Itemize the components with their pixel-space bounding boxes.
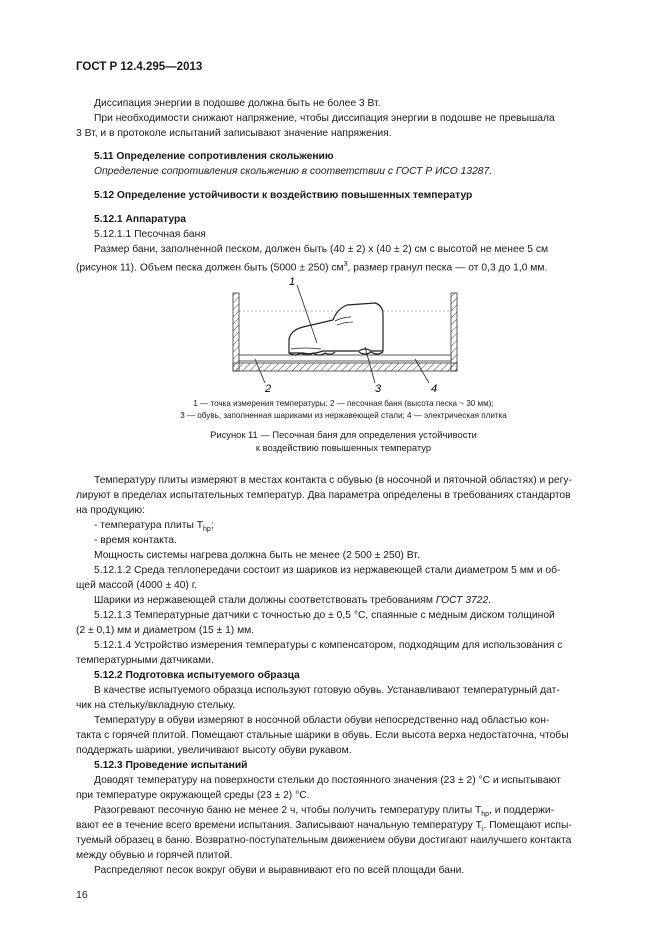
paragraph: Размер бани, заполненной песком, должен быть (40 ± 2) x (40 ± 2) см с высотой не менее 5 см [94,244,549,255]
paragraph: При необходимости снижают напряжение, чтобы диссипация энергии в подошве не превышала [94,113,555,124]
paragraph: лируют в пределах испытательных температур. Два параметра определены в требованиях стандартов [76,490,571,501]
hot-plate [239,355,451,361]
paragraph: 5.12.1.2 Среда теплопередачи состоит из шариков из нержавеющей стали диаметром 5 мм и об- [94,565,561,576]
paragraph: при температуре окружающей среды (23 ± 2) °С. [76,790,310,801]
paragraph: 5.12.1.3 Температурные датчики с точностью до ± 0,5 °С, спаянные с медным диском толщиной [94,610,555,621]
bath-wall-right [451,293,457,371]
figure-label-3: 3 [375,383,382,395]
subsection-title: 5.12.3 Проведение испытаний [94,760,248,771]
figure-label-4: 4 [431,383,438,395]
subsection-title: 5.12.1 Аппаратура [94,214,187,225]
section-title-5-11: 5.11 Определение сопротивления скольжению [94,151,334,162]
section-title-5-12: 5.12 Определение устойчивости к воздействию повышенных температур [94,190,473,201]
paragraph: Температуру в обуви измеряют в носочной области обуви непосредственно над областью кон- [94,715,550,726]
paragraph: Разогревают песочную баню не менее 2 ч, чтобы получить температуру плиты $T_{hp}$, и поддержи- [94,805,555,819]
paragraph: (2 ± 0,1) мм и диаметром (15 ± 1) мм. [76,625,255,636]
page-number: 16 [76,889,88,901]
paragraph: вают ее в течение всего времени испытания. Записывают начальную температуру $T_i$. Помещают испы- [76,820,572,834]
standard-header: ГОСТ Р 12.4.295—2013 [76,61,203,73]
paragraph: Шарики из нержавеющей стали должны соответствовать требованиям ГОСТ 3722. [94,595,492,606]
paragraph: (рисунок 11). Объем песка должен быть (5000 ± 250) $см^3$, размер гранул песка — от 0,3 до 1,0 мм. [76,261,548,274]
figure-legend: 1 — точка измерения температуры; 2 — песочная баня (высота песка ~ 30 мм); [193,399,494,408]
figure-label-1: 1 [289,276,296,288]
figure-sand-bath [225,275,465,395]
paragraph: между обувью и горячей плитой. [76,850,233,861]
paragraph: Мощность системы нагрева должна быть не менее (2 500 ± 250) Вт. [94,550,420,561]
paragraph: В качестве испытуемого образца используют готовую обувь. Устанавливают температурный дат- [94,685,560,696]
bath-floor [233,363,457,371]
paragraph: 5.12.1.4 Устройство измерения температуры с компенсатором, подходящим для использования с [94,640,563,651]
paragraph: Диссипация энергии в подошве должна быть не более 3 Вт. [94,98,381,109]
paragraph: Распределяют песок вокруг обуви и выравнивают его по всей площади бани. [94,865,465,876]
paragraph: 3 Вт, и в протоколе испытаний записывают значение напряжения. [76,128,392,139]
paragraph: 5.12.1.1 Песочная баня [94,229,206,240]
figure-caption: к воздействию повышенных температур [255,442,432,453]
shoe [289,303,383,354]
figure-legend: 3 — обувь, заполненная шариками из нержавеющей стали; 4 — электрическая плитка [180,411,507,420]
paragraph: чик на стельку/вкладную стельку. [76,700,236,711]
list-item: - температура плиты $T_{hp}$; [94,520,214,534]
figure-caption: Рисунок 11 — Песочная баня для определения устойчивости [210,429,477,440]
paragraph: температурными датчиками. [76,655,214,666]
bath-wall-left [233,293,239,371]
paragraph: туемый образец в баню. Возвратно-поступательным движением обуви достигают наилучшего контакта [76,835,572,846]
paragraph: Определение сопротивления скольжению в соответствии с ГОСТ Р ИСО 13287. [94,166,493,177]
paragraph: Температуру плиты измеряют в местах контакта с обувью (в носочной и пяточной областях) и регу- [94,475,572,486]
list-item: - время контакта. [94,535,177,546]
figure-label-2: 2 [265,383,272,395]
paragraph: щей массой (4000 ± 40) г. [76,580,198,591]
paragraph: на продукцию: [76,505,145,516]
paragraph: такта с горячей плитой. Помещают стальные шарики в обувь. Если высота верха недостаточна, чтобы [76,730,569,741]
paragraph: Доводят температуру на поверхности стельки до постоянного значения (23 ± 2) °С и испытывают [94,775,561,786]
subsection-title: 5.12.2 Подготовка испытуемого образца [94,670,300,681]
paragraph: поддержать шарики, увеличивают высоту обуви рукавом. [76,745,352,756]
